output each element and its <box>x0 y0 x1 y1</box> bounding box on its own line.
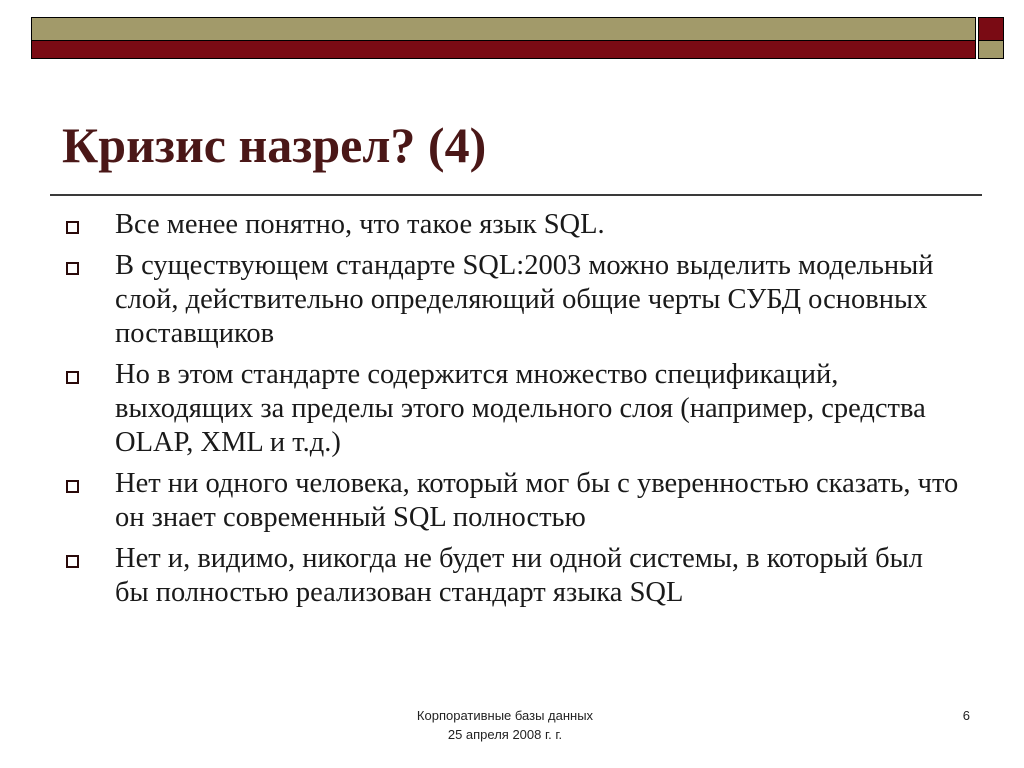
header-corner-square-olive <box>978 41 1004 59</box>
bullet-item <box>62 358 962 460</box>
bullet-item <box>62 542 962 610</box>
bullet-item <box>62 208 962 242</box>
bullet-text: Нет и, видимо, никогда не будет ни одной системы, в который был бы полностью реализован стандарт языка SQL <box>115 543 923 608</box>
footer-date: 25 апреля 2008 г. г. <box>447 727 563 742</box>
bullet-item <box>62 249 962 351</box>
bullet-text: Все менее понятно, что такое язык SQL. <box>115 209 605 240</box>
page-number: 6 <box>962 708 970 723</box>
header-band-red <box>31 41 976 59</box>
hollow-square-icon <box>66 555 79 568</box>
header-band-olive <box>31 17 976 41</box>
footer-course-title: Корпоративные базы данных <box>416 708 594 723</box>
title-divider <box>50 194 982 196</box>
hollow-square-icon <box>66 480 79 493</box>
bullet-text: Но в этом стандарте содержится множество спецификаций, выходящих за пределы этого модельного слоя (например, средства OLAP, XML и т.д.) <box>115 359 926 458</box>
slide-title: Кризис назрел? (4) <box>62 117 487 173</box>
bullet-item <box>62 467 962 535</box>
footer <box>380 706 630 744</box>
hollow-square-icon <box>66 371 79 384</box>
header-corner-square-red <box>978 17 1004 41</box>
bullet-text: Нет ни одного человека, который мог бы с уверенностью сказать, что он знает современный SQL полностью <box>115 468 959 533</box>
bullet-list <box>62 208 962 617</box>
hollow-square-icon <box>66 221 79 234</box>
hollow-square-icon <box>66 262 79 275</box>
bullet-text: В существующем стандарте SQL:2003 можно выделить модельный слой, действительно определяющий общие черты СУБД основных поставщиков <box>115 250 934 349</box>
